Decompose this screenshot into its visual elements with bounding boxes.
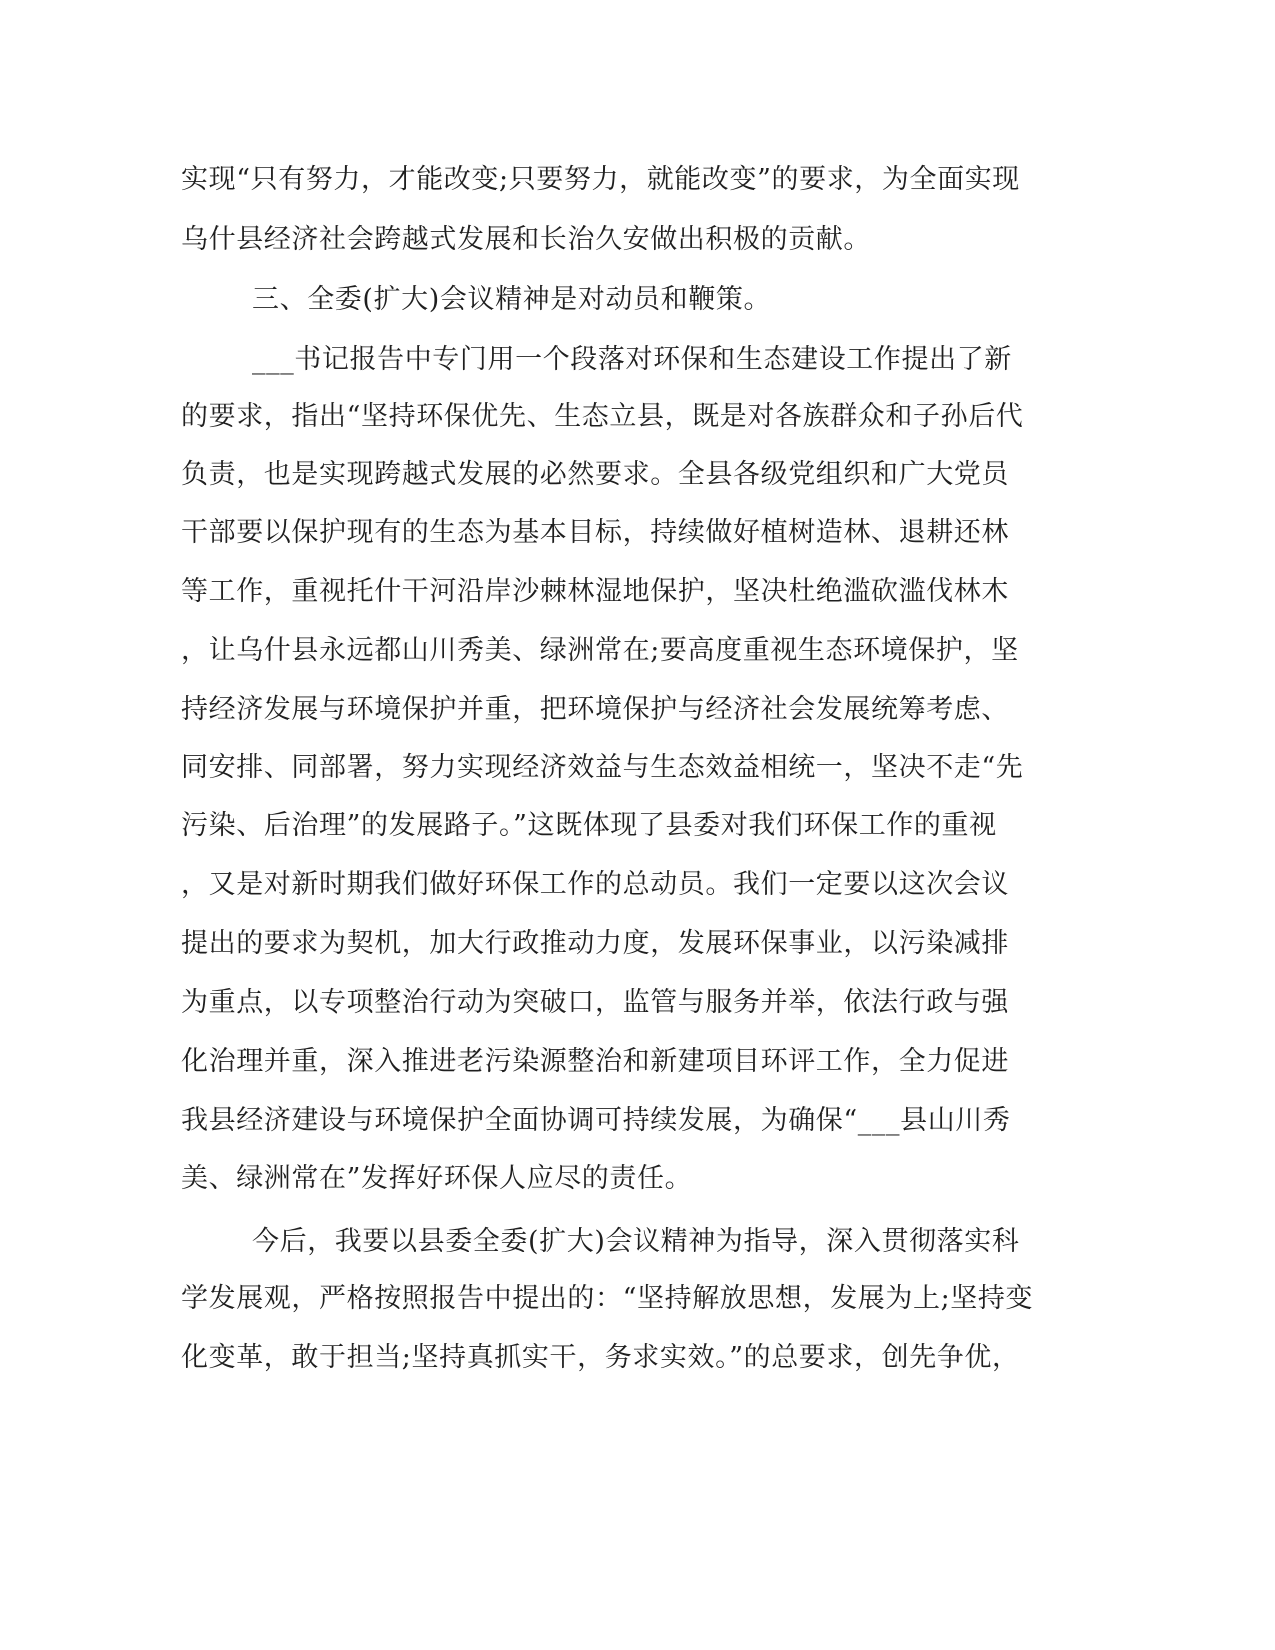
text-line: 为重点，以专项整治行动为突破口，监管与服务并举，依法行政与强 <box>181 987 1009 1018</box>
text-line: 负责，也是实现跨越式发展的必然要求。全县各级党组织和广大党员 <box>181 459 1009 490</box>
text-line: 的要求，指出“坚持环保优先、生态立县，既是对各族群众和子孙后代 <box>181 401 1024 432</box>
text-line: 等工作，重视托什干河沿岸沙棘林湿地保护，坚决杜绝滥砍滥伐林木 <box>181 576 1009 607</box>
text-line: 提出的要求为契机，加大行政推动力度，发展环保事业，以污染减排 <box>181 928 1009 959</box>
text-line: 我县经济建设与环境保护全面协调可持续发展，为确保“___县山川秀 <box>181 1105 1011 1136</box>
text-line: 今后，我要以县委全委(扩大)会议精神为指导，深入贯彻落实科 <box>252 1226 1020 1257</box>
text-line: ，又是对新时期我们做好环保工作的总动员。我们一定要以这次会议 <box>181 869 1009 900</box>
text-line: 化治理并重，深入推进老污染源整治和新建项目环评工作，全力促进 <box>181 1046 1009 1077</box>
section-heading: 三、全委(扩大)会议精神是对动员和鞭策。 <box>252 284 772 315</box>
text-line: 学发展观，严格按照报告中提出的：“坚持解放思想，发展为上;坚持变 <box>181 1283 1034 1314</box>
text-line: 乌什县经济社会跨越式发展和长治久安做出积极的贡献。 <box>181 224 871 255</box>
text-line: 干部要以保护现有的生态为基本目标，持续做好植树造林、退耕还林 <box>181 517 1009 548</box>
text-line: ，让乌什县永远都山川秀美、绿洲常在;要高度重视生态环境保护，坚 <box>181 635 1019 666</box>
text-line: ___书记报告中专门用一个段落对环保和生态建设工作提出了新 <box>252 344 1012 375</box>
text-line: 持经济发展与环境保护并重，把环境保护与经济社会发展统筹考虑、 <box>181 694 1009 725</box>
text-line: 同安排、同部署，努力实现经济效益与生态效益相统一，坚决不走“先 <box>181 752 1024 783</box>
text-line: 实现“只有努力，才能改变;只要努力，就能改变”的要求，为全面实现 <box>181 164 1020 195</box>
text-line: 污染、后治理”的发展路子。”这既体现了县委对我们环保工作的重视 <box>181 810 997 841</box>
text-line: 美、绿洲常在”发挥好环保人应尽的责任。 <box>181 1163 693 1194</box>
text-line: 化变革，敢于担当;坚持真抓实干，务求实效。”的总要求，创先争优， <box>181 1342 1020 1373</box>
